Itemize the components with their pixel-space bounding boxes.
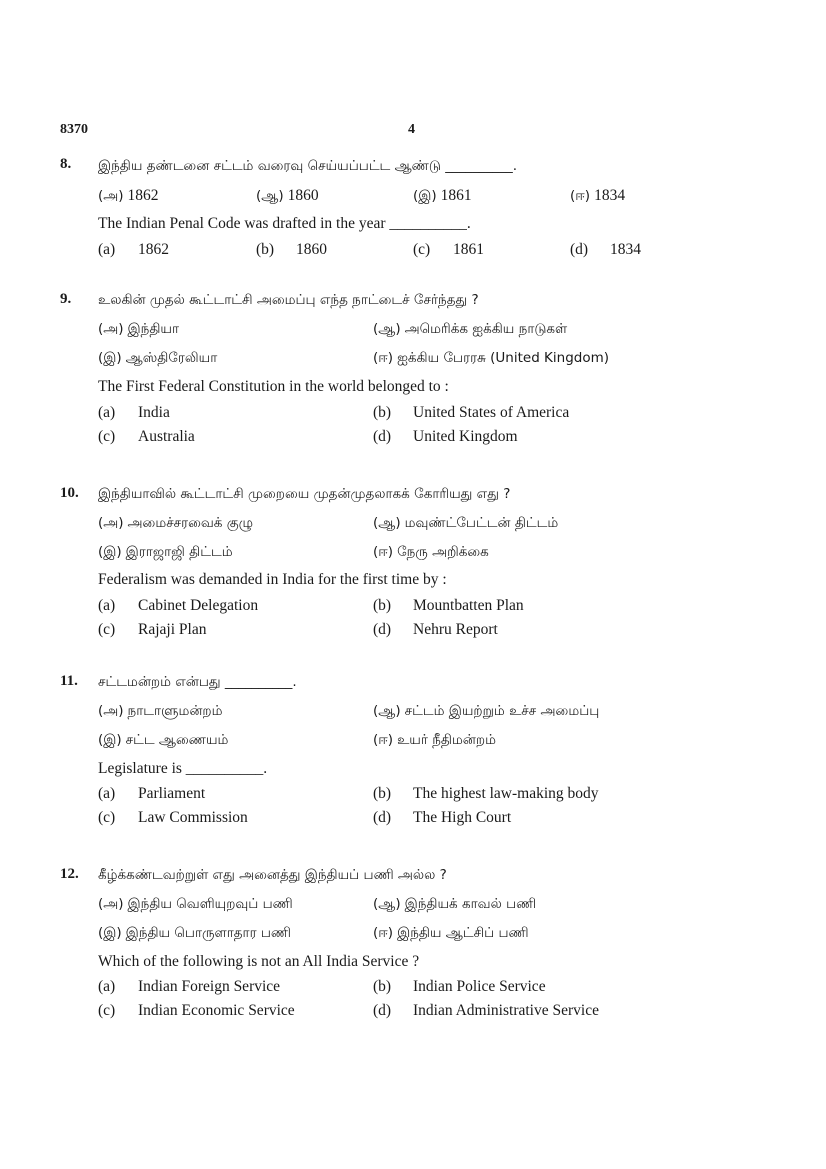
option-text: Nehru Report xyxy=(413,621,498,638)
option-text: 1860 xyxy=(296,241,327,258)
question-text-english: Legislature is __________. xyxy=(98,760,268,777)
option-d-english xyxy=(373,621,498,639)
option-text: 1861 xyxy=(453,241,484,258)
option-label: (ஈ) xyxy=(570,188,591,204)
option-label: (இ) xyxy=(413,188,437,204)
question-text-english: The Indian Penal Code was drafted in the year __________. xyxy=(98,215,471,232)
option-a-english xyxy=(98,785,205,803)
option-b-english xyxy=(373,404,569,422)
option-d-tamil xyxy=(373,544,489,562)
option-d-tamil xyxy=(373,732,496,750)
option-a-english xyxy=(98,404,170,422)
option-label: (ஆ) xyxy=(373,515,401,531)
question-number: 9. xyxy=(60,291,72,307)
option-text: இந்திய வெளியுறவுப் பணி xyxy=(127,896,293,912)
option-c-tamil xyxy=(98,732,228,750)
question-text-tamil: கீழ்க்கண்டவற்றுள் எது அனைத்து இந்தியப் பணி அல்ல ? xyxy=(98,867,447,883)
option-text: இராஜாஜி திட்டம் xyxy=(125,544,233,560)
option-label: (அ) xyxy=(98,515,124,531)
option-text: India xyxy=(138,404,170,421)
option-text: The highest law-making body xyxy=(413,785,599,802)
question-text-english: The First Federal Constitution in the world belonged to : xyxy=(98,378,449,395)
option-text: 1861 xyxy=(440,187,472,204)
option-label: (c) xyxy=(98,1002,116,1019)
option-label: (ஈ) xyxy=(373,925,394,941)
option-label: (b) xyxy=(373,785,392,802)
option-b-english xyxy=(256,241,327,259)
option-text: Rajaji Plan xyxy=(138,621,207,638)
option-c-english xyxy=(98,428,195,446)
option-text: மவுண்ட்பேட்டன் திட்டம் xyxy=(404,515,559,531)
option-d-english xyxy=(373,1002,599,1020)
question-text-tamil: உலகின் முதல் கூட்டாட்சி அமைப்பு எந்த நாட்டைச் சேர்ந்தது ? xyxy=(98,292,479,308)
option-d-english xyxy=(373,809,511,827)
option-a-english xyxy=(98,597,258,615)
option-text: சட்டம் இயற்றும் உச்ச அமைப்பு xyxy=(404,703,600,719)
option-label: (b) xyxy=(373,404,392,421)
option-label: (b) xyxy=(373,597,392,614)
option-label: (c) xyxy=(98,428,116,445)
option-text: இந்தியக் காவல் பணி xyxy=(404,896,537,912)
option-b-tamil xyxy=(373,321,567,339)
option-text: சட்ட ஆணையம் xyxy=(125,732,229,748)
option-text: ஆஸ்திரேலியா xyxy=(125,350,218,366)
paper-code: 8370 xyxy=(60,122,88,137)
option-text: 1862 xyxy=(138,241,169,258)
option-label: (a) xyxy=(98,978,116,995)
option-text: ஐக்கிய பேரரசு (United Kingdom) xyxy=(397,350,610,366)
option-label: (c) xyxy=(98,809,116,826)
option-label: (d) xyxy=(570,241,589,258)
option-label: (d) xyxy=(373,1002,392,1019)
option-text: இந்திய ஆட்சிப் பணி xyxy=(397,925,529,941)
option-text: உயர் நீதிமன்றம் xyxy=(397,732,496,748)
option-text: Indian Administrative Service xyxy=(413,1002,599,1019)
option-c-english xyxy=(98,1002,295,1020)
question-text-english: Federalism was demanded in India for the first time by : xyxy=(98,571,447,588)
question-number: 11. xyxy=(60,673,78,689)
option-text: அமெரிக்க ஐக்கிய நாடுகள் xyxy=(404,321,568,337)
option-label: (c) xyxy=(98,621,116,638)
option-c-english xyxy=(98,621,206,639)
option-label: (a) xyxy=(98,597,116,614)
option-a-english xyxy=(98,978,280,996)
option-label: (இ) xyxy=(98,350,122,366)
option-b-tamil xyxy=(373,515,558,533)
option-label: (ஆ) xyxy=(373,321,401,337)
option-label: (a) xyxy=(98,241,116,258)
option-c-tamil xyxy=(98,350,217,368)
option-b-english xyxy=(373,785,599,803)
option-label: (அ) xyxy=(98,703,124,719)
option-label: (ஈ) xyxy=(373,350,394,366)
question-text-tamil: இந்திய தண்டனை சட்டம் வரைவு செய்யப்பட்ட ஆண்டு __________. xyxy=(98,158,517,174)
option-text: The High Court xyxy=(413,809,512,826)
question-text-english: Which of the following is not an All India Service ? xyxy=(98,953,420,970)
option-label: (b) xyxy=(256,241,275,258)
option-label: (இ) xyxy=(98,732,122,748)
option-a-tamil xyxy=(98,896,293,914)
option-text: Indian Police Service xyxy=(413,978,546,995)
option-label: (அ) xyxy=(98,188,124,204)
option-label: (அ) xyxy=(98,896,124,912)
option-b-tamil xyxy=(256,187,319,206)
option-text: Indian Foreign Service xyxy=(138,978,281,995)
option-label: (இ) xyxy=(98,544,122,560)
option-label: (d) xyxy=(373,621,392,638)
option-text: Australia xyxy=(138,428,195,445)
option-label: (d) xyxy=(373,428,392,445)
option-a-english xyxy=(98,241,169,259)
option-label: (a) xyxy=(98,404,116,421)
option-text: நாடாளுமன்றம் xyxy=(127,703,223,719)
question-text-tamil: சட்டமன்றம் என்பது __________. xyxy=(98,674,297,690)
option-text: 1834 xyxy=(610,241,641,258)
option-text: இந்திய பொருளாதார பணி xyxy=(125,925,291,941)
option-c-tamil xyxy=(98,544,233,562)
option-text: 1862 xyxy=(127,187,159,204)
option-label: (ஆ) xyxy=(373,896,401,912)
question-text-tamil: இந்தியாவில் கூட்டாட்சி முறையை முதன்முதலாகக் கோரியது எது ? xyxy=(98,486,511,502)
option-label: (இ) xyxy=(98,925,122,941)
option-c-english xyxy=(98,809,248,827)
option-text: United States of America xyxy=(413,404,570,421)
option-text: Cabinet Delegation xyxy=(138,597,259,614)
option-label: (ஆ) xyxy=(373,703,401,719)
option-d-tamil xyxy=(570,187,625,206)
option-c-tamil xyxy=(98,925,291,943)
option-text: இந்தியா xyxy=(127,321,180,337)
option-text: அமைச்சரவைக் குழு xyxy=(127,515,254,531)
option-text: நேரு அறிக்கை xyxy=(397,544,489,560)
option-label: (d) xyxy=(373,809,392,826)
option-label: (ஆ) xyxy=(256,188,284,204)
option-c-tamil xyxy=(413,187,472,206)
option-label: (b) xyxy=(373,978,392,995)
option-a-tamil xyxy=(98,703,222,721)
option-b-tamil xyxy=(373,896,536,914)
option-text: Mountbatten Plan xyxy=(413,597,524,614)
question-number: 8. xyxy=(60,156,72,172)
question-number: 10. xyxy=(60,485,79,501)
option-a-tamil xyxy=(98,321,179,339)
option-c-english xyxy=(413,241,484,259)
option-a-tamil xyxy=(98,515,253,533)
option-b-tamil xyxy=(373,703,599,721)
question-number: 12. xyxy=(60,866,79,882)
page-number: 4 xyxy=(408,122,415,137)
option-text: United Kingdom xyxy=(413,428,518,445)
option-label: (அ) xyxy=(98,321,124,337)
option-d-english xyxy=(570,241,641,259)
option-label: (ஈ) xyxy=(373,544,394,560)
option-d-tamil xyxy=(373,350,609,368)
option-text: Indian Economic Service xyxy=(138,1002,295,1019)
option-d-english xyxy=(373,428,518,446)
option-d-tamil xyxy=(373,925,529,943)
option-label: (c) xyxy=(413,241,431,258)
option-label: (a) xyxy=(98,785,116,802)
option-b-english xyxy=(373,597,524,615)
option-b-english xyxy=(373,978,546,996)
option-text: Parliament xyxy=(138,785,206,802)
option-text: 1834 xyxy=(594,187,626,204)
option-text: Law Commission xyxy=(138,809,248,826)
option-label: (ஈ) xyxy=(373,732,394,748)
option-a-tamil xyxy=(98,187,159,206)
option-text: 1860 xyxy=(287,187,319,204)
